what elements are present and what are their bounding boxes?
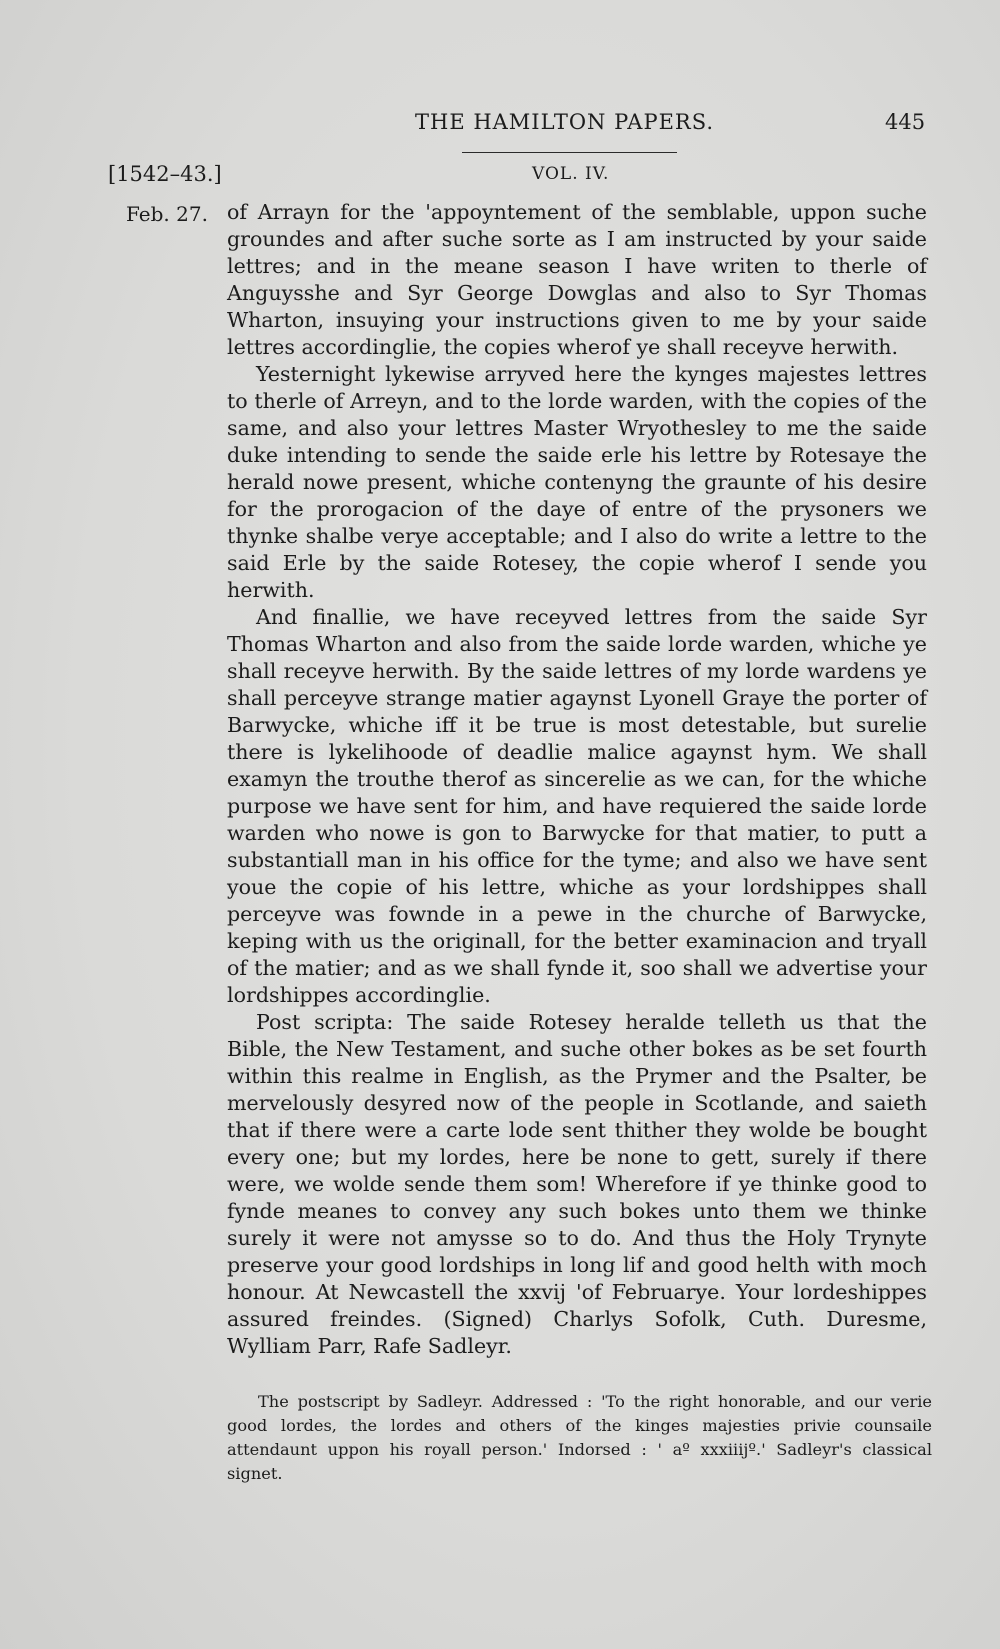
paragraph: of Arrayn for the 'appoyntement of the semblable, uppon suche groundes and after suche sorte as I am instructed by your saide lettres; and in the meane season I have writen to therle of Anguysshe and Syr George Dowglas and also to Syr Thomas Wharton, insuying your instructions given to me by your saide lettres accordinglie, the copies wherof ye shall receyve herwith. [227,200,927,359]
paragraph: Yesternight lykewise arryved here the kynges majestes lettres to therle of Arreyn, and to the lorde warden, with the copies of the same, and also your lettres Master Wryothesley to me the saide duke intending to sende the saide erle his lettre by Rotesaye the herald nowe present, whiche contenyng the graunte of his desire for the prorogacion of the daye of entre of the prysoners we thynke shalbe verye acceptable; and I also do write a lettre to the said Erle by the saide Rotesey, the copie wherof I sende you herwith. [227,362,927,602]
header-rule [462,152,677,153]
paragraph: Post scripta: The saide Rotesey heralde telleth us that the Bible, the New Testament, and suche other bokes as be set fourth within this realme in English, as the Prymer and the Psalter, be mervelously desyred now of the people in Scotlande, and saieth that if there were a carte lode sent thither they wolde be bought every one; but my lordes, here be none to gett, surely if there were, we wolde sende them som! Wherefore if ye thinke good to fynde meanes to convey any such bokes unto them we thinke surely it were not amysse so to do. And thus the Holy Trynyte preserve your good lordships in long lif and good helth with moch honour. At Newcastell the xxvij 'of Februarye. Your lordeshippes assured freindes. (Signed) Charlys Sofolk, Cuth. Duresme, Wylliam Parr, Rafe Sadleyr. [227,1010,927,1358]
running-title: THE HAMILTON PAPERS. [415,110,715,134]
letter-body [227,199,927,1360]
editorial-note: The postscript by Sadleyr. Addressed : 'To the right honorable, and our verie good lordes, the lordes and others of the kinges majesties privie counsaile attendaunt uppon his royall person.' Indorsed : ' aº xxxiiijº.' Sadleyr's classical signet. [227,1392,932,1483]
volume-label: VOL. IV. [532,164,610,184]
margin-date: Feb. 27. [126,202,208,226]
date-range: [1542–43.] [108,162,222,186]
paragraph: And finallie, we have receyved lettres from the saide Syr Thomas Wharton and also from the saide lorde warden, whiche ye shall receyve herwith. By the saide lettres of my lorde wardens ye shall perceyve strange matier agaynst Lyonell Graye the porter of Barwycke, whiche iff it be true is most detestable, but surelie there is lykelihoode of deadlie malice agaynst hym. We shall examyn the trouthe therof as sincerelie as we can, for the whiche purpose we have sent for him, and have requiered the saide lorde warden who nowe is gon to Barwycke for that matier, to putt a substantiall man in his office for the tyme; and also we have sent youe the copie of his lettre, whiche as your lordshippes shall perceyve was fownde in a pewe in the churche of Barwycke, keping with us the originall, for the better examinacion and tryall of the matier; and as we shall fynde it, soo shall we advertise your lordshippes accordinglie. [227,605,927,1007]
page-number: 445 [885,110,926,134]
